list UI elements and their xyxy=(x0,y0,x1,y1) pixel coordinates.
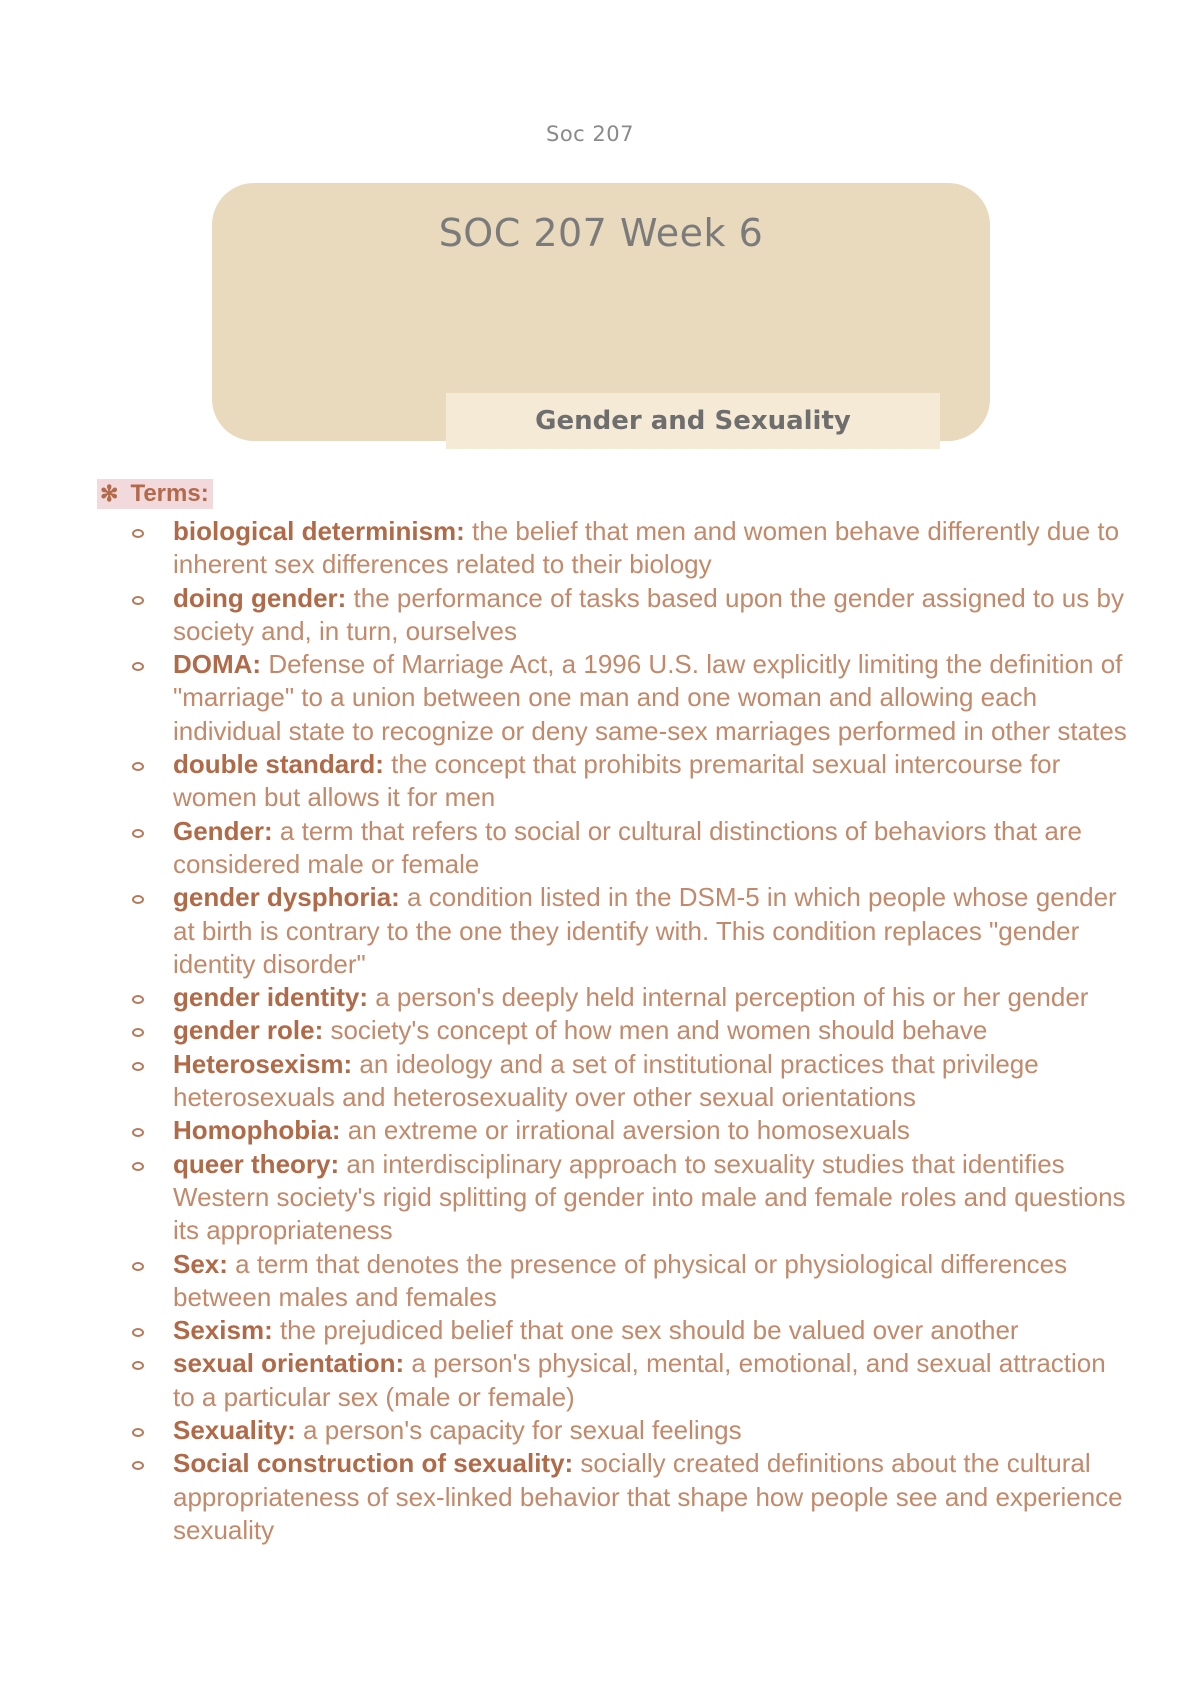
term-name: Sex: xyxy=(173,1248,228,1279)
list-item xyxy=(128,1248,1128,1315)
term-definition: the belief that men and women behave differently due to inherent sex differences related to their biology xyxy=(173,516,1120,580)
circle-bullet-icon xyxy=(132,596,144,605)
term-name: double standard: xyxy=(173,749,384,780)
circle-bullet-icon xyxy=(132,1128,144,1137)
term-name: queer theory: xyxy=(173,1148,340,1179)
term-name: doing gender: xyxy=(173,582,347,613)
terms-heading xyxy=(97,479,213,509)
circle-bullet-icon xyxy=(132,829,144,838)
list-item xyxy=(128,748,1128,815)
term-name: DOMA: xyxy=(173,649,262,680)
circle-bullet-icon xyxy=(132,1428,144,1437)
circle-bullet-icon xyxy=(132,762,144,771)
list-item xyxy=(128,981,1128,1014)
circle-bullet-icon xyxy=(132,1062,144,1071)
circle-bullet-icon xyxy=(132,895,144,904)
term-definition: society's concept of how men and women should behave xyxy=(323,1015,988,1046)
term-name: sexual orientation: xyxy=(173,1348,405,1379)
circle-bullet-icon xyxy=(132,1328,144,1337)
term-name: gender identity: xyxy=(173,982,369,1013)
term-definition: a person's physical, mental, emotional, and sexual attraction to a particular sex (male or female) xyxy=(173,1348,1106,1412)
list-item xyxy=(128,1314,1128,1347)
term-name: Sexuality: xyxy=(173,1415,296,1446)
terms-list xyxy=(128,515,1128,1547)
term-definition: a person's capacity for sexual feelings xyxy=(295,1415,742,1446)
circle-bullet-icon xyxy=(132,1262,144,1271)
list-item xyxy=(128,1014,1128,1047)
page-subtitle: Gender and Sexuality xyxy=(446,393,940,449)
term-name: Social construction of sexuality: xyxy=(173,1448,574,1479)
term-name: gender dysphoria: xyxy=(173,882,400,913)
term-definition: the concept that prohibits premarital sexual intercourse for women but allows it for men xyxy=(173,749,1061,813)
circle-bullet-icon xyxy=(132,1162,144,1171)
list-item xyxy=(128,648,1128,748)
term-name: Sexism: xyxy=(173,1315,273,1346)
list-item xyxy=(128,1414,1128,1447)
term-definition: an ideology and a set of institutional practices that privilege heterosexuals and heterosexuality over other sexual orientations xyxy=(173,1048,1039,1113)
circle-bullet-icon xyxy=(132,529,144,538)
term-definition: socially created definitions about the cultural appropriateness of sex-linked behavior that shape how people see and experience sexuality xyxy=(173,1448,1123,1545)
term-name: biological determinism: xyxy=(173,516,465,546)
term-definition: the performance of tasks based upon the gender assigned to us by society and, in turn, ourselves xyxy=(173,582,1124,646)
term-name: Gender: xyxy=(173,815,273,846)
circle-bullet-icon xyxy=(132,662,144,671)
list-item xyxy=(128,1347,1128,1414)
list-item xyxy=(128,1148,1128,1248)
list-item xyxy=(128,1447,1128,1547)
page-title: SOC 207 Week 6 xyxy=(438,211,764,255)
list-item xyxy=(128,1114,1128,1147)
term-name: Heterosexism: xyxy=(173,1048,353,1079)
list-item xyxy=(128,582,1128,649)
circle-bullet-icon xyxy=(132,1461,144,1470)
term-definition: a term that denotes the presence of physical or physiological differences between males and females xyxy=(173,1248,1068,1312)
terms-heading-label: Terms: xyxy=(130,480,209,507)
term-name: Homophobia: xyxy=(173,1115,341,1146)
term-name: gender role: xyxy=(173,1015,324,1046)
circle-bullet-icon xyxy=(132,1028,144,1037)
term-definition: a condition listed in the DSM-5 in which people whose gender at birth is contrary to the one they identify with. This condition replaces "gender identity disorder" xyxy=(173,882,1117,979)
asterisk-bullet-icon: ✻ xyxy=(100,481,119,506)
page-header: Soc 207 xyxy=(546,122,634,146)
term-definition: a person's deeply held internal perception of his or her gender xyxy=(368,982,1089,1013)
term-definition: a term that refers to social or cultural distinctions of behaviors that are considered male or female xyxy=(173,815,1082,879)
term-definition: the prejudiced belief that one sex should be valued over another xyxy=(272,1315,1019,1346)
term-definition: an extreme or irrational aversion to homosexuals xyxy=(340,1115,910,1146)
term-definition: an interdisciplinary approach to sexuality studies that identifies Western society's rigid splitting of gender into male and female roles and questions its appropriateness xyxy=(173,1148,1126,1246)
list-item xyxy=(128,515,1128,582)
list-item xyxy=(128,815,1128,882)
circle-bullet-icon xyxy=(132,1361,144,1370)
circle-bullet-icon xyxy=(132,995,144,1004)
term-definition: Defense of Marriage Act, a 1996 U.S. law explicitly limiting the definition of "marriage" to a union between one man and one woman and allowing each individual state to recognize or deny same-sex marriages performed in other states xyxy=(173,649,1127,746)
list-item xyxy=(128,881,1128,981)
list-item xyxy=(128,1048,1128,1115)
